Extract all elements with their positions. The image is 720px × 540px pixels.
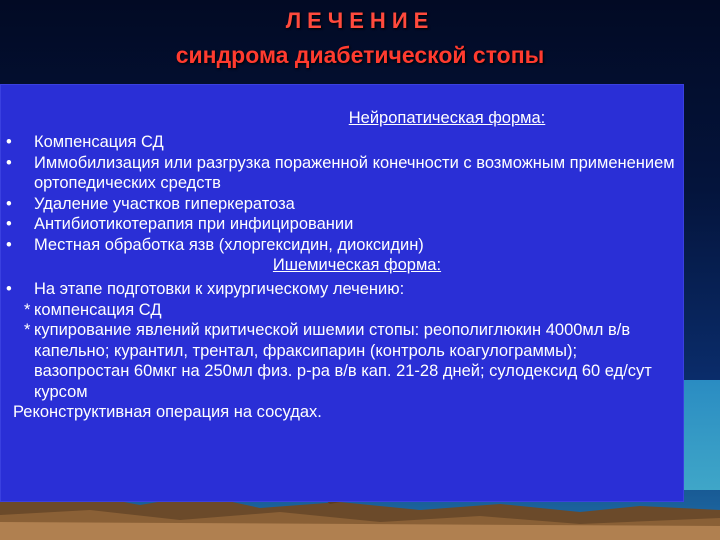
bullet-icon: • <box>6 280 12 298</box>
list-item <box>0 235 684 256</box>
list-item-text: На этапе подготовки к хирургическому лечению: <box>34 280 405 298</box>
content-text <box>0 108 684 423</box>
ischemic-heading: Ишемическая форма: <box>272 256 442 274</box>
sub-list-item-text: купирование явлений критической ишемии стопы: реополиглюкин 4000мл в/в капельно; курантил, трентал, фраксипарин (контроль коагулограммы); вазопростан 60мкг на 250мл физ. р-ра в/в кап. 21-28 дней; сулодексид 60 ед/сут курсом <box>34 321 652 401</box>
asterisk-icon: * <box>24 321 31 339</box>
bullet-icon: • <box>6 235 12 254</box>
content-panel <box>0 84 684 502</box>
slide-title: ЛЕЧЕНИЕ <box>285 8 435 33</box>
sub-list-item-text: компенсация СД <box>34 300 162 319</box>
list-item <box>0 279 684 300</box>
list-item <box>0 132 684 153</box>
bullet-icon: • <box>6 194 12 213</box>
slide-subtitle: синдрома диабетической стопы <box>175 42 545 68</box>
list-item <box>0 214 684 235</box>
list-item-text: Иммобилизация или разгрузка пораженной конечности с возможным применением ортопедических средств <box>34 153 675 192</box>
list-item <box>0 194 684 215</box>
title-block <box>0 8 720 70</box>
sub-list-item <box>0 320 684 402</box>
neuropathic-heading: Нейропатическая форма: <box>348 109 546 127</box>
list-item-text: Удаление участков гиперкератоза <box>34 194 295 213</box>
list-item-text: Компенсация СД <box>34 133 164 151</box>
list-item <box>0 153 684 194</box>
closing-line: Реконструктивная операция на сосудах. <box>13 403 322 421</box>
asterisk-icon: * <box>24 300 31 319</box>
bullet-icon: • <box>6 153 12 172</box>
list-item-text: Антибиотикотерапия при инфицировании <box>34 215 354 233</box>
list-item-text: Местная обработка язв (хлоргексидин, диоксидин) <box>34 235 424 254</box>
bullet-icon: • <box>6 215 12 233</box>
bullet-icon: • <box>6 133 12 151</box>
sub-list-item <box>0 300 684 321</box>
